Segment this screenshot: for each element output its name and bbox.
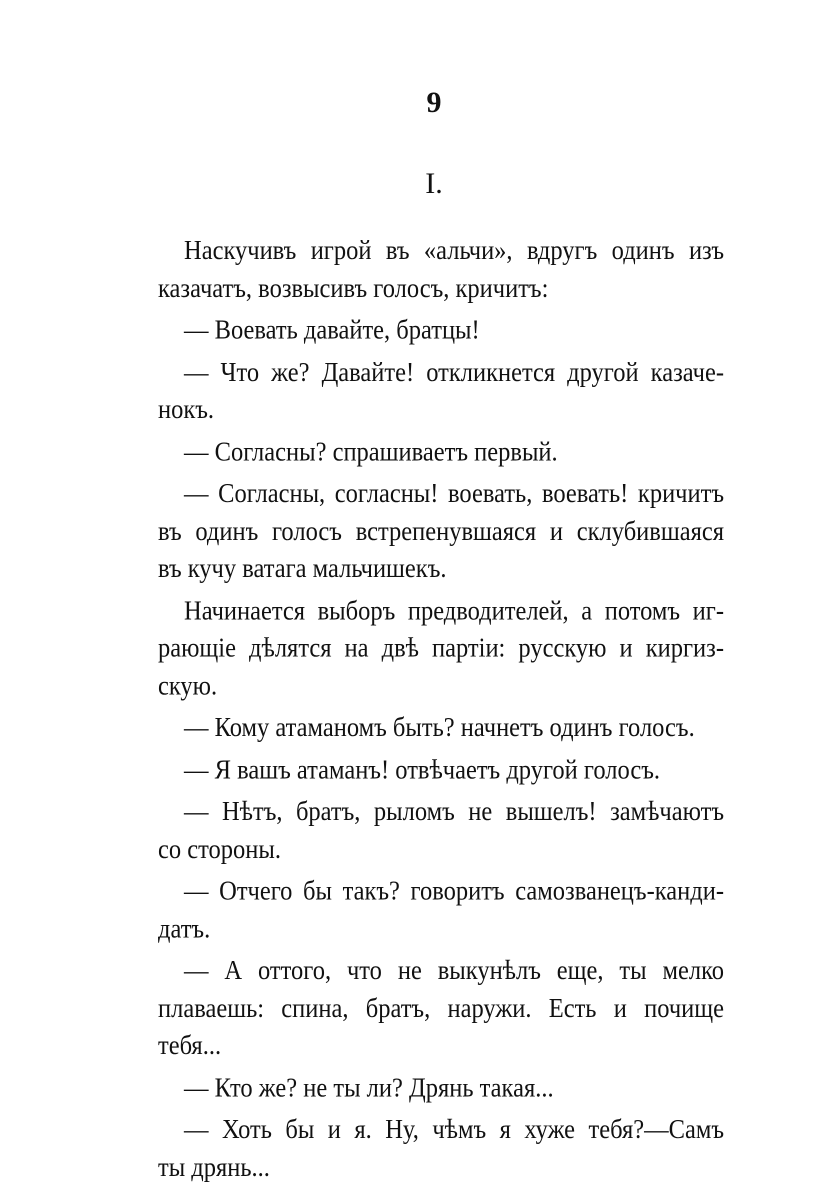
text-line: со стороны. [158, 834, 281, 865]
paragraph [158, 232, 724, 307]
text-line: казачатъ, возвысивъ голосъ, кричитъ: [158, 272, 549, 304]
paragraph [158, 751, 724, 789]
text-line: — Кто же? не ты ли? Дрянь такая... [184, 1072, 554, 1103]
text-line: скую. [158, 670, 218, 701]
page-number: 9 [426, 86, 442, 119]
text-line: — Отчего бы такъ? говоритъ самозванецъ-канди- [184, 876, 724, 907]
text-line: въ одинъ голосъ встрепенувшаяся и склубившаяся [158, 515, 724, 547]
paragraph [158, 709, 724, 747]
paragraph [158, 873, 724, 948]
text-line: Начинается выборъ предводителей, а потомъ иг- [184, 595, 724, 626]
paragraph [158, 592, 724, 705]
text-line: — Что же? Давайте! откликнется другой казаче- [184, 356, 724, 388]
paragraph [158, 354, 724, 429]
text-line: — Согласны, согласны! воевать, воевать! кричитъ [184, 478, 724, 509]
text-line: — А оттого, что не выкунѣлъ еще, ты мелко [184, 955, 724, 986]
text-line: тебя... [158, 1030, 222, 1061]
text-line: плаваешь: спина, братъ, наружи. Есть и почище [158, 993, 724, 1024]
text-line: — Хоть бы и я. Ну, чѣмъ я хуже тебя?—Самъ [184, 1114, 724, 1145]
body-text [158, 232, 724, 1191]
paragraph [158, 952, 724, 1065]
text-line: — Я вашъ атаманъ! отвѣчаетъ другой голосъ. [184, 754, 661, 785]
text-line: — Согласны? спрашиваетъ первый. [184, 436, 558, 467]
text-line: датъ. [158, 913, 211, 944]
text-line: — Нѣтъ, братъ, рыломъ не вышелъ! замѣчаютъ [184, 796, 724, 827]
paragraph [158, 1111, 724, 1186]
chapter-heading: I. [425, 167, 443, 200]
paragraph [158, 433, 724, 471]
paragraph [158, 1069, 724, 1107]
text-line: Наскучивъ игрой въ «альчи», вдругъ одинъ изъ [184, 235, 724, 266]
text-line: — Воевать давайте, братцы! [184, 314, 480, 346]
paragraph [158, 312, 724, 350]
text-line: рающіе дѣлятся на двѣ партіи: русскую и киргиз- [158, 632, 724, 664]
text-line: нокъ. [158, 394, 215, 425]
paragraph [158, 793, 724, 868]
text-line: въ кучу ватага мальчишекъ. [158, 553, 447, 584]
paragraph [158, 475, 724, 588]
text-line: ты дрянь... [158, 1152, 270, 1183]
text-line: — Кому атаманомъ быть? начнетъ одинъ голосъ. [184, 712, 695, 743]
